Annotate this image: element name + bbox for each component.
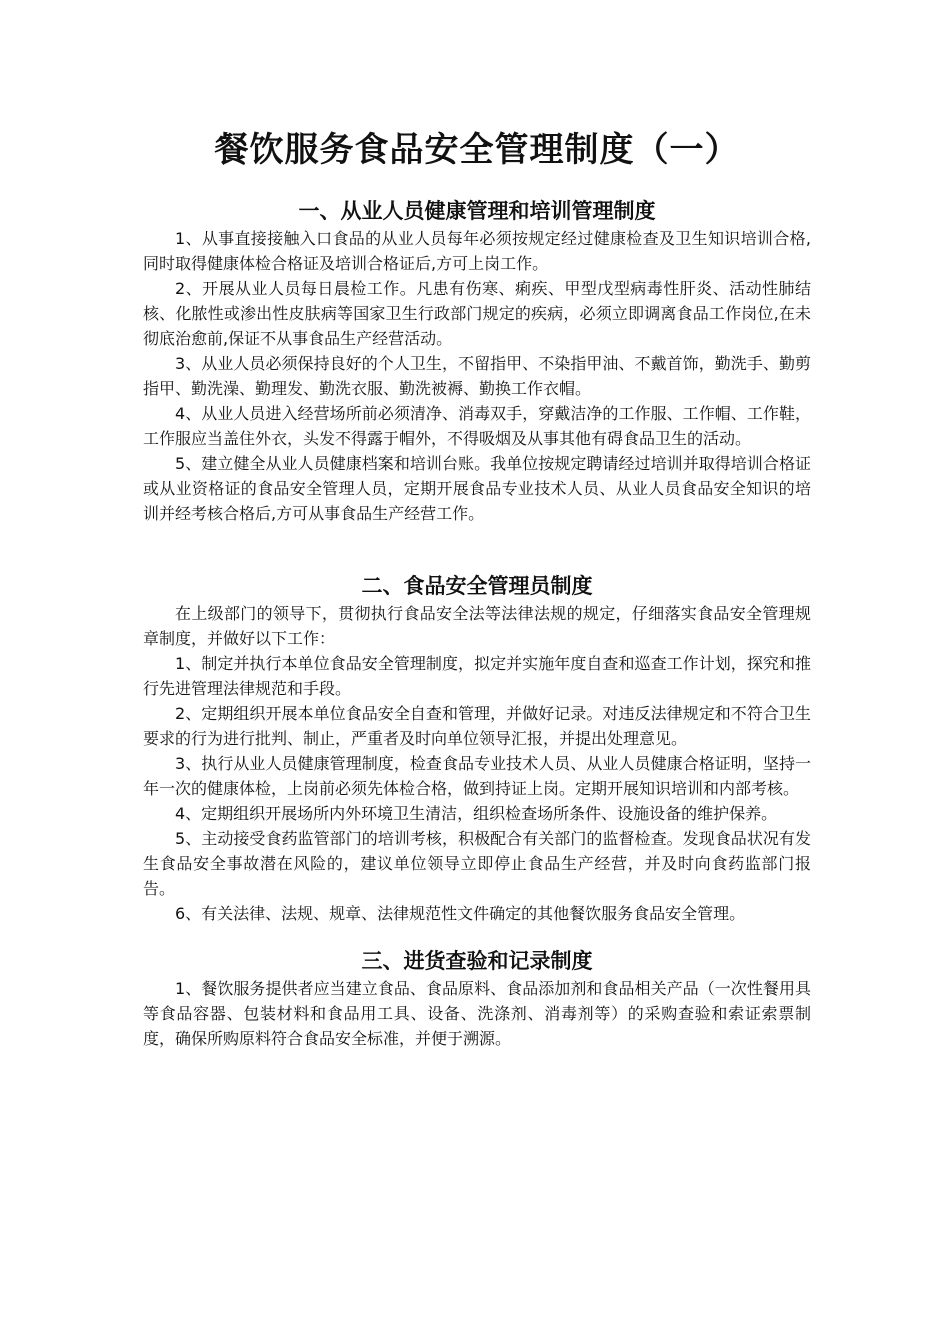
document-title: 餐饮服务食品安全管理制度（一） [214, 130, 740, 170]
paragraph: 1、制定并执行本单位食品安全管理制度，拟定并实施年度自查和巡查工作计划，探究和推行先进管理法律规范和手段。 [143, 654, 811, 698]
section-spacer [143, 926, 811, 946]
paragraph: 3、执行从业人员健康管理制度，检查食品专业技术人员、从业人员健康合格证明，坚持一年一次的健康体检，上岗前必须先体检合格，做到持证上岗。定期开展知识培训和内部考核。 [143, 754, 811, 798]
paragraph: 2、定期组织开展本单位食品安全自查和管理，并做好记录。对违反法律规定和不符合卫生要求的行为进行批判、制止，严重者及时向单位领导汇报，并提出处理意见。 [143, 704, 811, 748]
paragraph: 3、从业人员必须保持良好的个人卫生，不留指甲、不染指甲油、不戴首饰，勤洗手、勤剪指甲、勤洗澡、勤理发、勤洗衣服、勤洗被褥、勤换工作衣帽。 [143, 354, 811, 398]
paragraph: 5、主动接受食药监管部门的培训考核，积极配合有关部门的监督检查。发现食品状况有发生食品安全事故潜在风险的，建议单位领导立即停止食品生产经营，并及时向食药监部门报告。 [143, 829, 811, 898]
section-food-safety-manager [143, 571, 811, 926]
paragraph: 2、开展从业人员每日晨检工作。凡患有伤寒、痢疾、甲型戊型病毒性肝炎、活动性肺结核、化脓性或渗出性皮肤病等国家卫生行政部门规定的疾病，必须立即调离食品工作岗位,在未彻底治愈前,保证不从事食品生产经营活动。 [143, 279, 811, 348]
paragraph: 在上级部门的领导下，贯彻执行食品安全法等法律法规的规定，仔细落实食品安全管理规章制度，并做好以下工作： [143, 604, 811, 648]
paragraph: 4、从业人员进入经营场所前必须清净、消毒双手，穿戴洁净的工作服、工作帽、工作鞋，工作服应当盖住外衣，头发不得露于帽外，不得吸烟及从事其他有碍食品卫生的活动。 [143, 404, 811, 448]
section-staff-health-training [143, 196, 811, 526]
document-page [143, 128, 811, 1051]
section-heading: 一、从业人员健康管理和培训管理制度 [298, 199, 656, 223]
section-heading: 三、进货查验和记录制度 [361, 949, 593, 973]
section-spacer [143, 526, 811, 571]
paragraph: 4、定期组织开展场所内外环境卫生清洁，组织检查场所条件、设施设备的维护保养。 [175, 804, 778, 823]
section-heading: 二、食品安全管理员制度 [361, 574, 593, 598]
paragraph: 5、建立健全从业人员健康档案和培训台账。我单位按规定聘请经过培训并取得培训合格证或从业资格证的食品安全管理人员，定期开展食品专业技术人员、从业人员食品安全知识的培训并经考核合格后,方可从事食品生产经营工作。 [143, 454, 811, 523]
paragraph: 1、从事直接接触入口食品的从业人员每年必须按规定经过健康检查及卫生知识培训合格,同时取得健康体检合格证及培训合格证后,方可上岗工作。 [143, 229, 811, 273]
paragraph: 1、餐饮服务提供者应当建立食品、食品原料、食品添加剂和食品相关产品（一次性餐用具等食品容器、包装材料和食品用工具、设备、洗涤剂、消毒剂等）的采购查验和索证索票制度，确保所购原料符合食品安全标准，并便于溯源。 [143, 979, 811, 1048]
section-purchase-inspection [143, 946, 811, 1051]
paragraph: 6、有关法律、法规、规章、法律规范性文件确定的其他餐饮服务食品安全管理。 [175, 904, 746, 923]
